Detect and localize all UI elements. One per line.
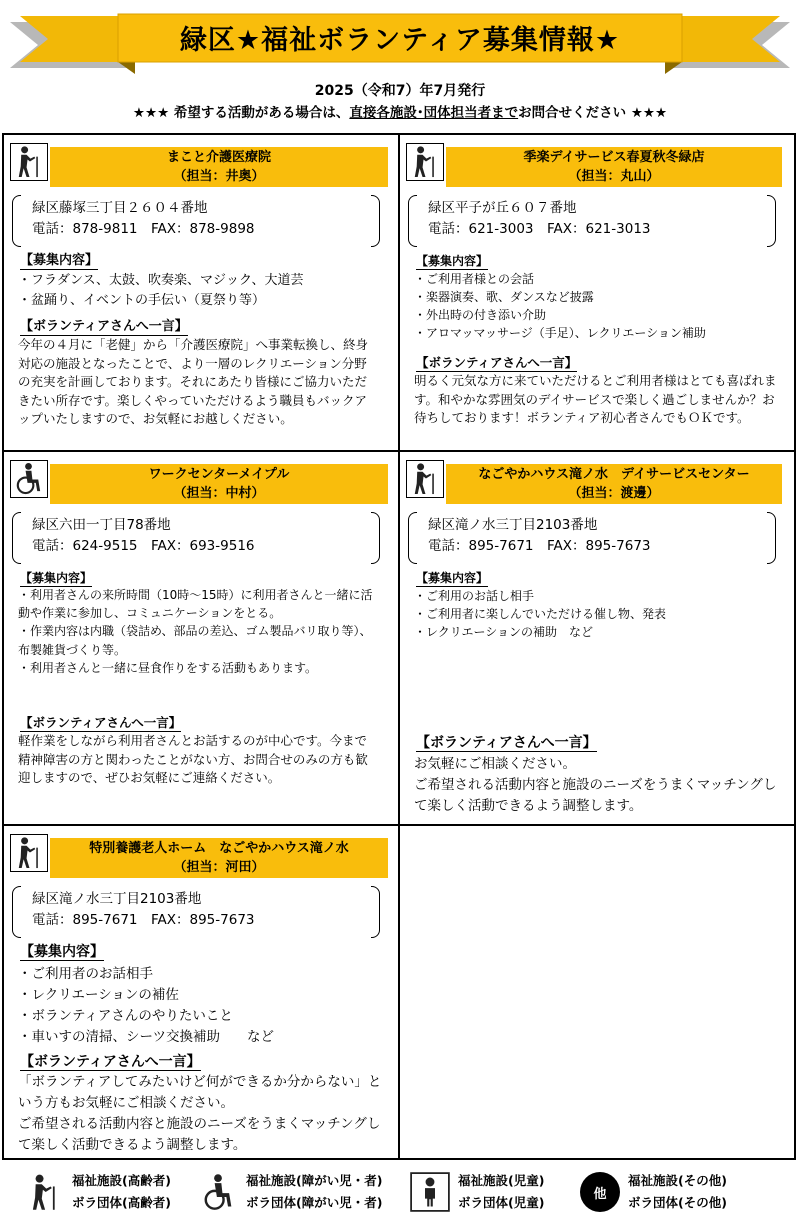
contact-box — [408, 197, 776, 243]
list-item: ・作業内容は内職（袋詰め、部品の差込、ゴム製品バリ取り等）、布製雑貨づくり等。 — [18, 624, 372, 657]
volunteer-message: お気軽にご相談ください。 ご希望される活動内容と施設のニーズをうまくマッチングして楽しく活動できるよう調整します。 — [414, 756, 777, 814]
child-icon — [410, 1172, 450, 1212]
activity-list — [18, 964, 390, 1048]
facility-name: まこと介護医療院 — [166, 150, 271, 165]
recruit-heading: 【募集内容】 — [20, 571, 93, 585]
legend-group-label: ボラ団体(児童) — [458, 1195, 545, 1210]
list-item: ・楽器演奏、歌、ダンスなど披露 — [414, 290, 594, 304]
list-item: ・利用者さんの来所時間（10時～15時）に利用者さんと一緒に活動や作業に参加し、コミュニケーションをとる。 — [18, 588, 373, 621]
list-item: ・利用者さんと一緒に昼食作りをする活動もあります。 — [18, 660, 318, 675]
message-heading: 【ボランティアさんへ一言】 — [20, 319, 188, 334]
facility-card — [400, 135, 794, 450]
facility-name-bar — [446, 147, 782, 187]
activity-list — [18, 586, 378, 677]
facility-grid — [2, 133, 796, 1160]
facility-name: なごやかハウス滝ノ水 デイサービスセンター — [478, 467, 750, 482]
facility-name: 特別養護老人ホーム なごやかハウス滝ノ水 — [89, 841, 349, 856]
message-heading: 【ボランティアさんへ一言】 — [20, 715, 182, 730]
volunteer-message: 軽作業をしながら利用者さんとお話するのが中心です。今まで精神障害の方と関わったことがない方、お問合せのみの方も歓迎しますので、ぜひお気軽にご連絡ください。 — [18, 733, 368, 785]
disability-care-icon — [198, 1172, 238, 1212]
list-item: ・車いすの清掃、シーツ交換補助 など — [18, 1029, 274, 1045]
contact-person: （担当：渡邊） — [568, 486, 660, 501]
issue-date: 2025（令和7）年7月発行 — [314, 83, 486, 99]
contact-person: （担当：井奥） — [173, 169, 265, 184]
facility-card — [400, 452, 794, 824]
legend-label — [628, 1170, 727, 1214]
elderly-care-icon — [406, 143, 444, 181]
facility-card — [4, 452, 398, 824]
phone-fax: 電話：624-9515 FAX：693-9516 — [32, 538, 255, 554]
message-heading: 【ボランティアさんへ一言】 — [416, 355, 578, 370]
elderly-care-icon — [10, 834, 48, 872]
list-item: ・ご利用者に楽しんでいただける催し物、発表 — [414, 607, 667, 621]
list-item: ・盆踊り、イベントの手伝い（夏祭り等） — [18, 293, 266, 308]
legend-facility-label: 福祉施設(その他) — [628, 1173, 727, 1188]
contact-person: （担当：中村） — [173, 486, 265, 501]
page-title: 緑区★福祉ボランティア募集情報★ — [179, 24, 621, 56]
list-item: ・ご利用者様との会話 — [414, 272, 535, 286]
address: 緑区平子が丘６０７番地 — [428, 200, 577, 216]
list-item: ・ご利用者のお話相手 — [18, 966, 153, 982]
contact-box — [12, 197, 380, 243]
recruit-heading: 【募集内容】 — [20, 253, 99, 268]
facility-card — [4, 826, 398, 1158]
facility-name-bar — [50, 464, 388, 504]
phone-fax: 電話：895-7671 FAX：895-7673 — [428, 538, 651, 554]
legend-label — [72, 1170, 171, 1214]
contact-box — [12, 514, 380, 560]
elderly-care-icon — [24, 1172, 64, 1212]
contact-box — [12, 888, 380, 934]
facility-name: ワークセンターメイプル — [148, 467, 290, 482]
recruit-heading: 【募集内容】 — [20, 944, 104, 960]
list-item: ・ボランティアさんのやりたいこと — [18, 1008, 233, 1024]
notice-text-start: ★★★ 希望する活動がある場合は、 — [132, 105, 350, 121]
legend-facility-label: 福祉施設(障がい児・者) — [246, 1173, 383, 1188]
list-item: ・外出時の付き添い介助 — [414, 308, 547, 322]
list-item: ・レクリエーションの補助 など — [414, 625, 594, 639]
facility-name-bar — [50, 838, 388, 878]
address: 緑区滝ノ水三丁目2103番地 — [32, 891, 202, 907]
legend-group-label: ボラ団体(高齢者) — [72, 1195, 171, 1210]
message-heading: 【ボランティアさんへ一言】 — [20, 1054, 201, 1070]
list-item: ・フラダンス、太鼓、吹奏楽、マジック、大道芸 — [18, 273, 304, 288]
list-item: ・レクリエーションの補佐 — [18, 987, 179, 1003]
legend-label — [246, 1170, 382, 1214]
notice-text-end: お問合せください ★★★ — [518, 105, 668, 121]
legend-facility-label: 福祉施設(児童) — [458, 1173, 545, 1188]
facility-name: 季楽デイサービス春夏秋冬緑店 — [523, 150, 705, 165]
contact-person: （担当：丸山） — [568, 169, 660, 184]
legend-label — [458, 1170, 544, 1214]
address: 緑区滝ノ水三丁目2103番地 — [428, 517, 598, 533]
list-item: ・アロマッマッサージ（手足）、レクリエーション補助 — [414, 326, 706, 340]
legend-facility-label: 福祉施設(高齢者) — [72, 1173, 171, 1188]
legend-group-label: ボラ団体(その他) — [628, 1195, 727, 1210]
recruit-heading: 【募集内容】 — [416, 571, 489, 585]
legend-group-label: ボラ団体(障がい児・者) — [246, 1195, 383, 1210]
address: 緑区六田一丁目78番地 — [32, 517, 171, 533]
list-item: ・ご利用のお話し相手 — [414, 589, 535, 603]
phone-fax: 電話：621-3003 FAX：621-3013 — [428, 221, 651, 237]
recruit-heading: 【募集内容】 — [416, 254, 489, 268]
phone-fax: 電話：878-9811 FAX：878-9898 — [32, 221, 255, 237]
other-icon: 他 — [580, 1172, 620, 1212]
facility-name-bar — [50, 147, 388, 187]
icon-legend — [0, 1168, 800, 1216]
phone-fax: 電話：895-7671 FAX：895-7673 — [32, 912, 255, 928]
volunteer-message: 「ボランティアしてみたいけど何ができるか分からない」という方もお気軽にご相談ください。 ご希望される活動内容と施設のニーズをうまくマッチングして楽しく活動できるよう調整します。 — [18, 1074, 382, 1153]
volunteer-message: 明るく元気な方に来ていただけるとご利用者様はとても喜ばれます。和やかな雰囲気のデイサービスで楽しく過ごしませんか？お待ちしております！ボランティア初心者さんでもＯＫです。 — [414, 373, 777, 425]
title-banner — [0, 0, 800, 80]
facility-card — [4, 135, 398, 450]
activity-list — [414, 270, 786, 342]
activity-list — [414, 587, 786, 641]
disability-care-icon — [10, 460, 48, 498]
volunteer-message: 今年の４月に「老健」から「介護医療院」へ事業転換し、終身対応の施設となったことで、より一層のレクリエーション分野の充実を計画しております。それにあたり皆様にご協力いただきたい所存です。楽しくやっていただけるよう職員もバックアップいたしますので、お気軽にお越しください。 — [18, 337, 369, 426]
elderly-care-icon — [10, 143, 48, 181]
elderly-care-icon — [406, 460, 444, 498]
contact-person: （担当：河田） — [173, 860, 265, 875]
notice-emphasis: 直接各施設･団体担当者まで — [349, 105, 519, 121]
address: 緑区藤塚三丁目２６０４番地 — [32, 200, 208, 216]
activity-list — [18, 271, 390, 311]
contact-notice — [0, 101, 800, 121]
contact-box — [408, 514, 776, 560]
message-heading: 【ボランティアさんへ一言】 — [416, 735, 597, 751]
facility-name-bar — [446, 464, 782, 504]
